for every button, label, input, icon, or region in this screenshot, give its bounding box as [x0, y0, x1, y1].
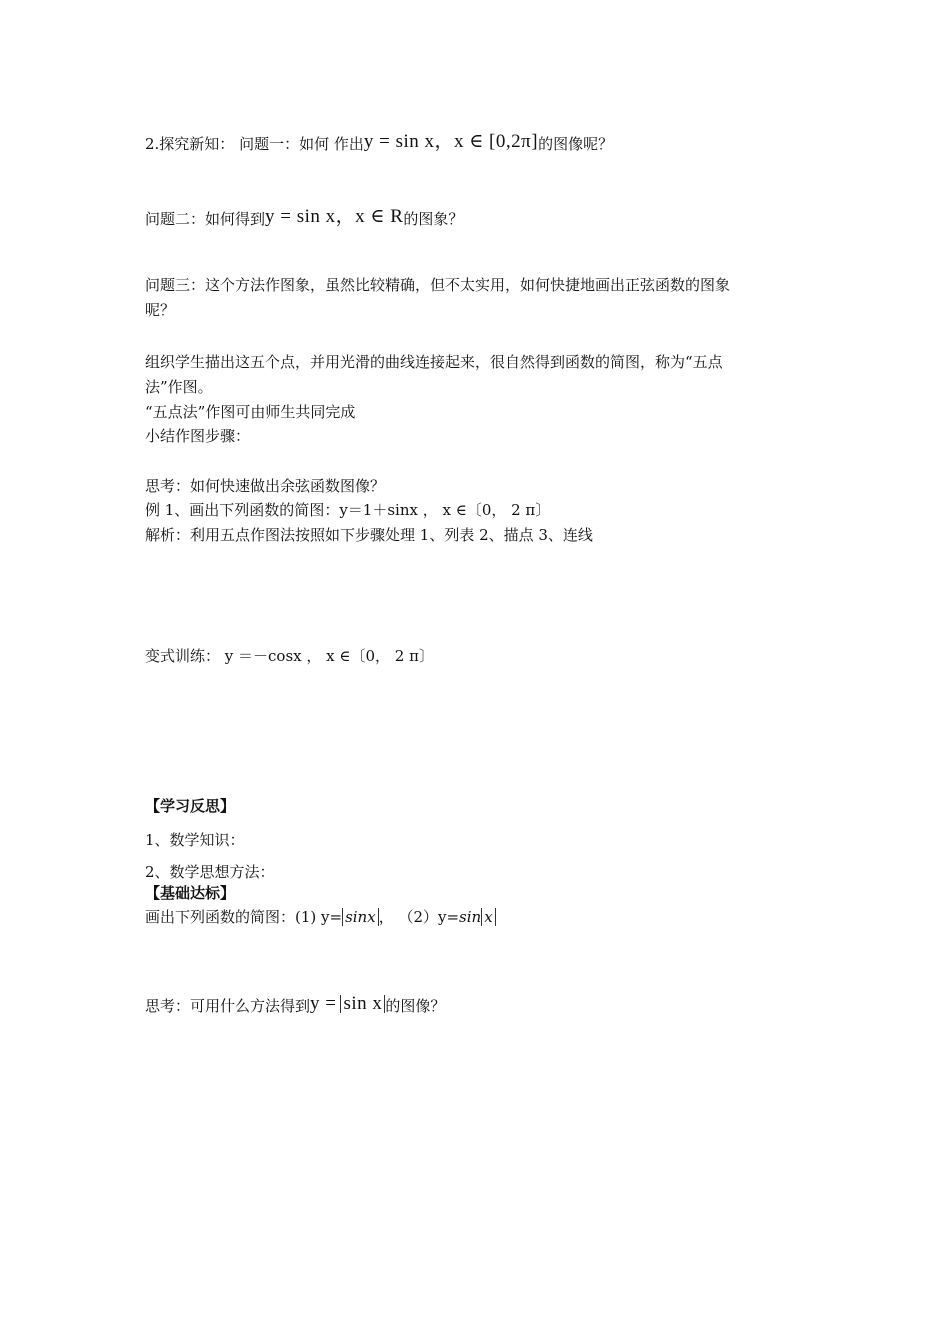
summary-steps-line: 小结作图步骤：	[145, 427, 251, 445]
abs-sinx-formula: sinx	[342, 908, 379, 926]
think-abs-suffix: 的图像？	[385, 997, 446, 1015]
basic-exercise-line	[145, 907, 496, 927]
formula-sin-real: y = sin x，x ∈ R	[265, 206, 404, 227]
question-one-suffix: 的图像呢？	[538, 135, 614, 153]
question-three-line1: 问题三：这个方法作图象，虽然比较精确，但不太实用，如何快捷地画出正弦函数的图象	[145, 276, 731, 294]
basic-heading: 【基础达标】	[145, 884, 236, 902]
question-two-text: 问题二：如何得到	[145, 210, 266, 228]
sin-of-abs-formula: sin	[459, 908, 482, 926]
reflection-item-math-knowledge: 1、数学知识：	[145, 831, 245, 849]
think-abs-line	[145, 994, 445, 1016]
reflection-heading: 【学习反思】	[145, 797, 236, 815]
basic-exercise-prefix: 画出下列函数的简图：(1) y=	[145, 908, 343, 926]
five-point-line1: 组织学生描出这五个点，并用光滑的曲线连接起来，很自然得到函数的简图，称为“五点	[145, 353, 723, 371]
reflection-item-math-methods: 2、数学思想方法：	[145, 863, 275, 881]
abs-x-formula: x	[481, 908, 495, 926]
question-three-line2: 呢？	[145, 301, 176, 319]
formula-abs-sin-inner: sin x	[340, 995, 385, 1013]
question-one-line	[145, 132, 613, 154]
five-point-line2: 法”作图。	[145, 378, 213, 396]
question-one-text: 2.探究新知： 问题一：如何 作出	[145, 135, 364, 153]
five-point-line3: “五点法”作图可由师生共同完成	[145, 403, 356, 421]
basic-exercise-mid: ， （2）y=	[378, 908, 460, 926]
think-abs-prefix: 思考：可用什么方法得到	[145, 997, 311, 1015]
question-two-line	[145, 207, 463, 229]
think-cosine-line: 思考：如何快速做出余弦函数图像？	[145, 477, 386, 495]
formula-abs-sin-lhs: y =	[310, 993, 337, 1014]
example-one-line: 例 1、画出下列函数的简图：y＝1＋sinx ， x ∈〔0， 2 π〕	[145, 501, 551, 519]
variant-training-line: 变式训练： y ＝－cosx ， x ∈〔0， 2 π〕	[145, 647, 434, 665]
question-two-suffix: 的图象？	[403, 210, 464, 228]
formula-sin-interval: y = sin x，x ∈ [0,2π]	[363, 131, 539, 152]
analysis-line: 解析：利用五点作图法按照如下步骤处理 1、列表 2、描点 3、连线	[145, 526, 593, 544]
